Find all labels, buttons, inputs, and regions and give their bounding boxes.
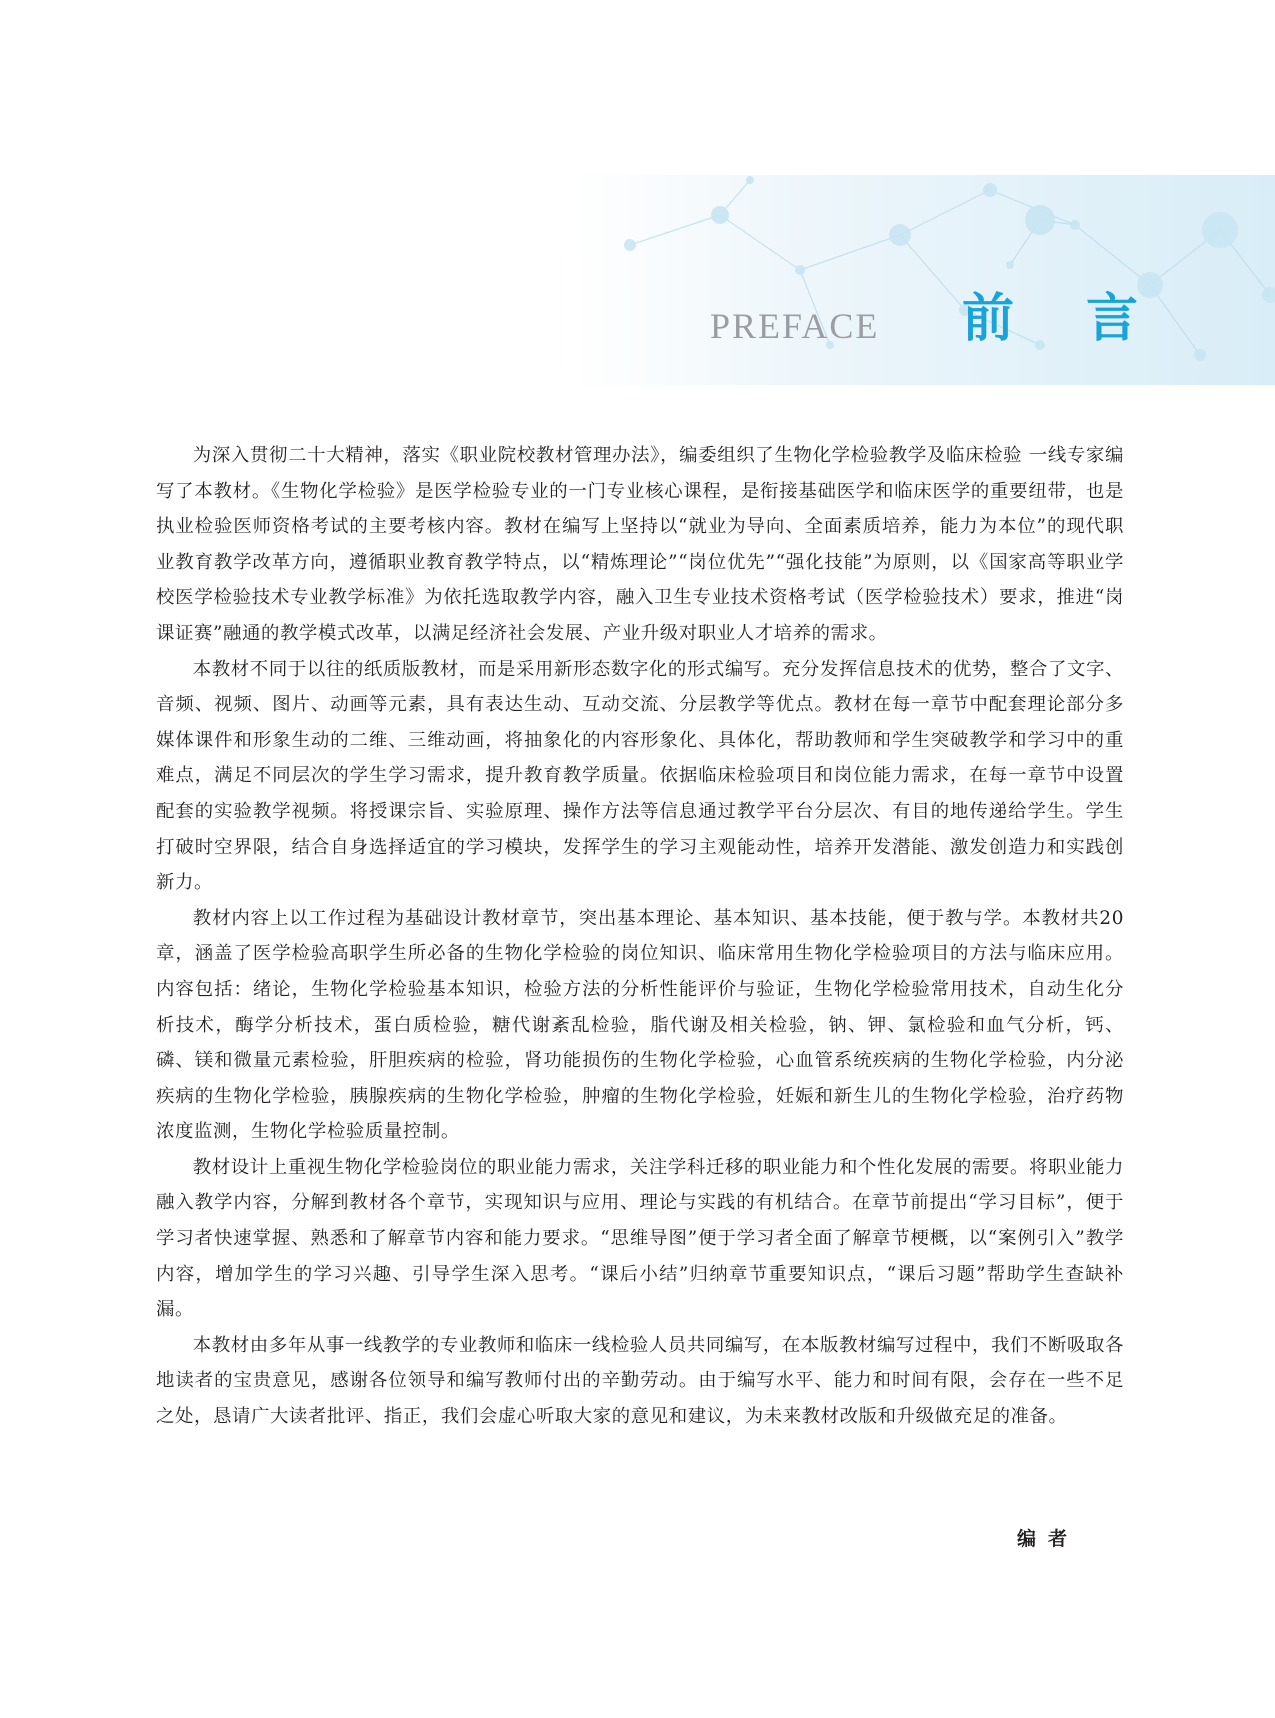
paragraph: 教材设计上重视生物化学检验岗位的职业能力需求，关注学科迁移的职业能力和个性化发展的需要。将职业能力融入教学内容，分解到教材各个章节，实现知识与应用、理论与实践的有机结合。在章节前提出“学习目标”，便于学习者快速掌握、熟悉和了解章节内容和能力要求。“思维导图”便于学习者全面了解章节梗概，以“案例引入”教学内容，增加学生的学习兴趣、引导学生深入思考。“课后小结”归纳章节重要知识点，“课后习题”帮助学生查缺补漏。 xyxy=(156,1156,1124,1321)
preface-english-title: PREFACE xyxy=(710,306,880,346)
paragraph: 为深入贯彻二十大精神，落实《职业院校教材管理办法》，编委组织了生物化学检验教学及临床检验 一线专家编写了本教材。《生物化学检验》是医学检验专业的一门专业核心课程，是衔接基础医学和临床医学的重要纽带，也是执业检验医师资格考试的主要考核内容。教材在编写上坚持以“就业为导向、全面素质培养，能力为本位”的现代职业教育教学改革方向，遵循职业教育教学特点，以“精炼理论”“岗位优先”“强化技能”为原则，以《国家高等职业学校医学检验技术专业教学标准》为依托选取教学内容，融入卫生专业技术资格考试（医学检验技术）要求，推进“岗课证赛”融通的教学模式改革，以满足经济社会发展、产业升级对职业人才培养的需求。 xyxy=(156,445,1124,644)
preface-chinese-title: 前言 xyxy=(962,289,1211,349)
editor-signature: 编者 xyxy=(1017,1528,1080,1550)
paragraph: 教材内容上以工作过程为基础设计教材章节，突出基本理论、基本知识、基本技能，便于教与学。本教材共20章，涵盖了医学检验高职学生所必备的生物化学检验的岗位知识、临床常用生物化学检验项目的方法与临床应用。内容包括：绪论，生物化学检验基本知识，检验方法的分析性能评价与验证，生物化学检验常用技术，自动生化分析技术，酶学分析技术，蛋白质检验，糖代谢紊乱检验，脂代谢及相关检验，钠、钾、氯检验和血气分析，钙、磷、镁和微量元素检验，肝胆疾病的检验，肾功能损伤的生物化学检验，心血管系统疾病的生物化学检验，内分泌疾病的生物化学检验，胰腺疾病的生物化学检验，肿瘤的生物化学检验，妊娠和新生儿的生物化学检验，治疗药物浓度监测，生物化学检验质量控制。 xyxy=(156,907,1124,1143)
preface-body xyxy=(156,438,1124,1435)
header-banner xyxy=(570,175,1275,385)
molecule-network-decoration xyxy=(570,175,1275,385)
paragraph: 本教材不同于以往的纸质版教材，而是采用新形态数字化的形式编写。充分发挥信息技术的优势，整合了文字、音频、视频、图片、动画等元素，具有表达生动、互动交流、分层教学等优点。教材在每一章节中配套理论部分多媒体课件和形象生动的二维、三维动画，将抽象化的内容形象化、具体化，帮助教师和学生突破教学和学习中的重难点，满足不同层次的学生学习需求，提升教育教学质量。依据临床检验项目和岗位能力需求，在每一章节中设置配套的实验教学视频。将授课宗旨、实验原理、操作方法等信息通过教学平台分层次、有目的地传递给学生。学生打破时空界限，结合自身选择适宜的学习模块，发挥学生的学习主观能动性，培养开发潜能、激发创造力和实践创新力。 xyxy=(156,658,1124,894)
paragraph: 本教材由多年从事一线教学的专业教师和临床一线检验人员共同编写，在本版教材编写过程中，我们不断吸取各地读者的宝贵意见，感谢各位领导和编写教师付出的辛勤劳动。由于编写水平、能力和时间有限，会存在一些不足之处，恳请广大读者批评、指正，我们会虚心听取大家的意见和建议，为未来教材改版和升级做充足的准备。 xyxy=(156,1334,1124,1428)
